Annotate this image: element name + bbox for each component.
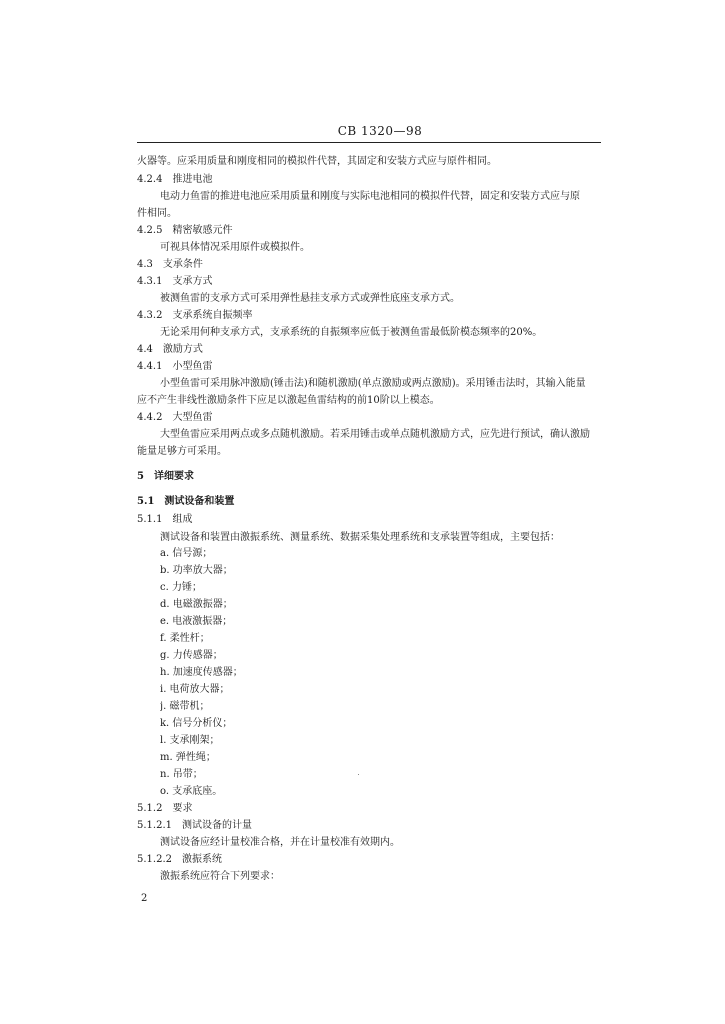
section-heading: 5.1.1 组成 bbox=[137, 514, 193, 525]
body-line: 件相同。 bbox=[137, 208, 177, 219]
body-line: 火器等。应采用质量和刚度相同的模拟件代替，其固定和安装方式应与原件相同。 bbox=[137, 156, 497, 167]
body-line: 能量足够方可采用。 bbox=[137, 446, 227, 457]
list-item: e. 电液激振器； bbox=[160, 616, 233, 627]
list-item: o. 支承底座。 bbox=[160, 786, 223, 797]
list-item: f. 柔性杆； bbox=[160, 633, 210, 644]
section-heading: 5.1.2.1 测试设备的计量 bbox=[137, 820, 252, 831]
body-line: 激振系统应符合下列要求： bbox=[160, 871, 280, 882]
list-item: d. 电磁激振器； bbox=[160, 599, 233, 610]
section-heading: 4.3.1 支承方式 bbox=[137, 276, 213, 287]
list-item: k. 信号分析仪； bbox=[160, 718, 233, 729]
section-heading: 4.2.4 推进电池 bbox=[137, 174, 213, 185]
list-item: b. 功率放大器； bbox=[160, 565, 233, 576]
body-line: 小型鱼雷可采用脉冲激励(锤击法)和随机激励(单点激励或两点激励)。采用锤击法时，其输入能量 bbox=[160, 378, 586, 389]
section-heading: 5.1.2.2 激振系统 bbox=[137, 854, 222, 865]
section-heading: 4.2.5 精密敏感元件 bbox=[137, 225, 233, 236]
section-heading: 4.4.2 大型鱼雷 bbox=[137, 412, 213, 423]
header-rule bbox=[137, 142, 601, 143]
section-heading: 5.1.2 要求 bbox=[137, 803, 193, 814]
body-line: 大型鱼雷应采用两点或多点随机激励。若采用锤击或单点随机激励方式，应先进行预试，确认激励 bbox=[160, 429, 590, 440]
list-item: c. 力锤； bbox=[160, 582, 202, 593]
body-line: 应不产生非线性激励条件下应足以激起鱼雷结构的前10阶以上模态。 bbox=[137, 395, 440, 406]
section-heading: 5.1 测试设备和装置 bbox=[137, 496, 235, 507]
scan-speck bbox=[358, 774, 359, 775]
body-line: 电动力鱼雷的推进电池应采用质量和刚度与实际电池相同的模拟件代替，固定和安装方式应与原 bbox=[160, 191, 580, 202]
body-line: 可视具体情况采用原件或模拟件。 bbox=[160, 242, 310, 253]
section-heading: 4.4 激励方式 bbox=[137, 344, 203, 355]
body-line: 被测鱼雷的支承方式可采用弹性悬挂支承方式或弹性底座支承方式。 bbox=[160, 293, 460, 304]
list-item: g. 力传感器； bbox=[160, 650, 223, 661]
list-item: j. 磁带机； bbox=[160, 701, 210, 712]
list-item: h. 加速度传感器； bbox=[160, 667, 243, 678]
body-line: 测试设备和装置由激振系统、测量系统、数据采集处理系统和支承装置等组成，主要包括： bbox=[160, 532, 560, 543]
standard-code-header: CB 1320—98 bbox=[337, 124, 423, 138]
list-item: n. 吊带； bbox=[160, 769, 203, 780]
body-line: 测试设备应经计量校准合格，并在计量校准有效期内。 bbox=[160, 837, 400, 848]
list-item: m. 弹性绳； bbox=[160, 752, 216, 763]
section-heading: 4.3.2 支承系统自振频率 bbox=[137, 310, 253, 321]
section-heading: 4.3 支承条件 bbox=[137, 259, 203, 270]
list-item: a. 信号源； bbox=[160, 548, 213, 559]
list-item: l. 支承刚架； bbox=[160, 735, 220, 746]
chapter-heading: 5 详细要求 bbox=[137, 471, 194, 482]
page-number: 2 bbox=[141, 893, 148, 904]
body-line: 无论采用何种支承方式，支承系统的自振频率应低于被测鱼雷最低阶模态频率的20%。 bbox=[160, 327, 543, 338]
section-heading: 4.4.1 小型鱼雷 bbox=[137, 361, 213, 372]
list-item: i. 电荷放大器； bbox=[160, 684, 230, 695]
